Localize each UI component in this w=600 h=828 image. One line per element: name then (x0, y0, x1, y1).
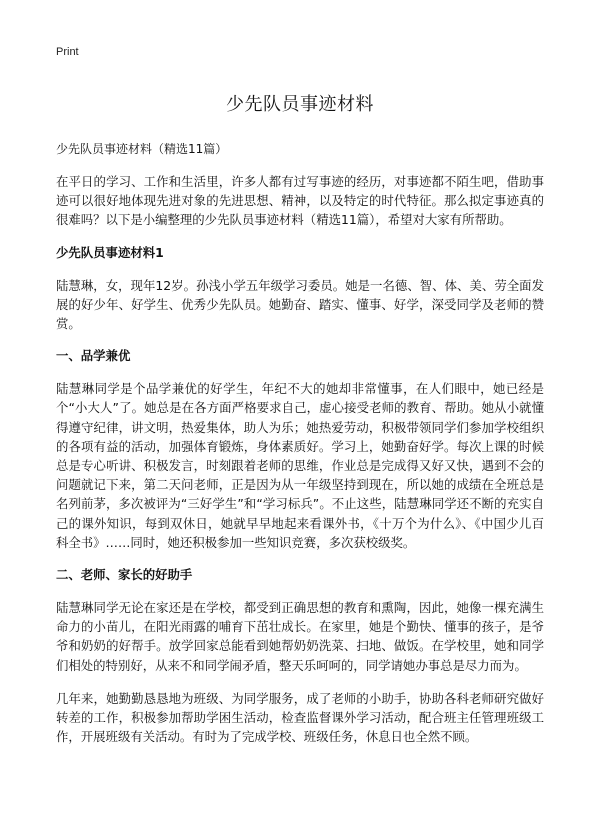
article-intro-paragraph: 陆慧琳，女，现年12岁。孙浅小学五年级学习委员。她是一名德、智、体、美、劳全面发展的好少年、好学生、优秀少先队员。她勤奋、踏实、懂事、好学，深受同学及老师的赞赏。 (56, 277, 544, 332)
article-heading: 少先队员事迹材料1 (56, 244, 164, 260)
section-2-paragraph-2: 几年来，她勤勤恳恳地为班级、为同学服务，成了老师的小助手，协助各科老师研究做好转差的工作，积极参加帮助学困生活动，检查监督课外学习活动，配合班主任管理班级工作，开展班级有关活动。有时为了完成学校、班级任务，休息日也全然不顾。 (56, 690, 544, 745)
section-2-paragraph-1: 陆慧琳同学无论在家还是在学校，都受到正确思想的教育和熏陶，因此，她像一棵充满生命力的小苗儿，在阳光雨露的哺育下茁壮成长。在家里，她是个勤快、懂事的孩子，是爷爷和奶奶的好帮手。放学回家总能看到她帮奶奶洗菜、扫地、做饭。在学校里，她和同学们相处的特别好，从来不和同学闹矛盾，整天乐呵呵的，同学请她办事总是尽力而为。 (56, 600, 544, 673)
intro-paragraph: 在平日的学习、工作和生活里，许多人都有过写事迹的经历，对事迹都不陌生吧，借助事迹可以很好地体现先进对象的先进思想、精神，以及特定的时代特征。那么拟定事迹真的很难吗？以下是小编整理的少先队员事迹材料（精选11篇），希望对大家有所帮助。 (56, 174, 544, 228)
section-1-paragraph: 陆慧琳同学是个品学兼优的好学生，年纪不大的她却非常懂事，在人们眼中，她已经是个“小大人”了。她总是在各方面严格要求自己，虚心接受老师的教育、帮助。她从小就懂得遵守纪律，讲文明，热爱集体，助人为乐；她热爱劳动，积极带领同学们参加学校组织的各项有益的活动，加强体育锻炼，身体素质好。学习上，她勤奋好学。每次上课的时候总是专心听讲、积极发言，时刻跟着老师的思维，作业总是完成得又好又快，遇到不会的问题就记下来，第二天问老师，正是因为从一年级坚持到现在，所以她的成绩在全班总是名列前茅，多次被评为“三好学生”和“学习标兵”。不止这些，陆慧琳同学还不断的充实自己的课外知识，每到双休日，她就早早地起来看课外书，《十万个为什么》、《中国少儿百科全书》……同时，她还积极参加一些知识竞赛，多次获校级奖。 (56, 381, 544, 550)
page-title: 少先队员事迹材料 (226, 94, 374, 115)
section-heading-2: 二、老师、家长的好助手 (56, 567, 193, 583)
print-link[interactable]: Print (56, 46, 79, 58)
section-heading-1: 一、品学兼优 (56, 348, 131, 364)
document-subtitle: 少先队员事迹材料（精选11篇） (56, 142, 228, 156)
